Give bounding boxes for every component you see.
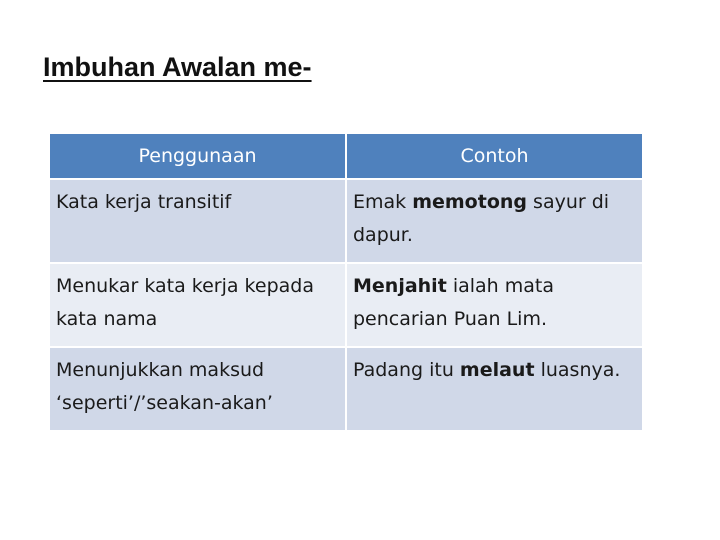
example-highlight-word: melaut (459, 359, 535, 381)
example-text-after: ialah mata pencarian Puan Lim. (353, 275, 554, 330)
table-row (49, 179, 643, 263)
example-text-before: Emak (353, 191, 413, 213)
table-row (49, 263, 643, 347)
usage-cell (49, 179, 346, 263)
column-header-usage: Penggunaan (49, 133, 346, 179)
usage-cell (49, 347, 346, 431)
table-header-row (49, 133, 643, 179)
table-row (49, 347, 643, 431)
usage-text: Menunjukkan maksud ‘seperti’/’seakan-akan’ (56, 359, 273, 414)
usage-text: Kata kerja transitif (56, 191, 232, 213)
usage-text: Menukar kata kerja kepada kata nama (56, 275, 314, 330)
usage-table (48, 132, 644, 432)
column-header-example: Contoh (346, 133, 643, 179)
usage-cell (49, 263, 346, 347)
slide-title: Imbuhan Awalan me- (43, 52, 312, 82)
example-cell (346, 179, 643, 263)
example-text-before: Padang itu (353, 359, 460, 381)
example-highlight-word: Menjahit (353, 275, 447, 297)
example-highlight-word: memotong (412, 191, 528, 213)
example-text-after: luasnya. (534, 359, 621, 381)
example-text-after: sayur di dapur. (353, 191, 610, 246)
example-cell (346, 347, 643, 431)
example-cell (346, 263, 643, 347)
